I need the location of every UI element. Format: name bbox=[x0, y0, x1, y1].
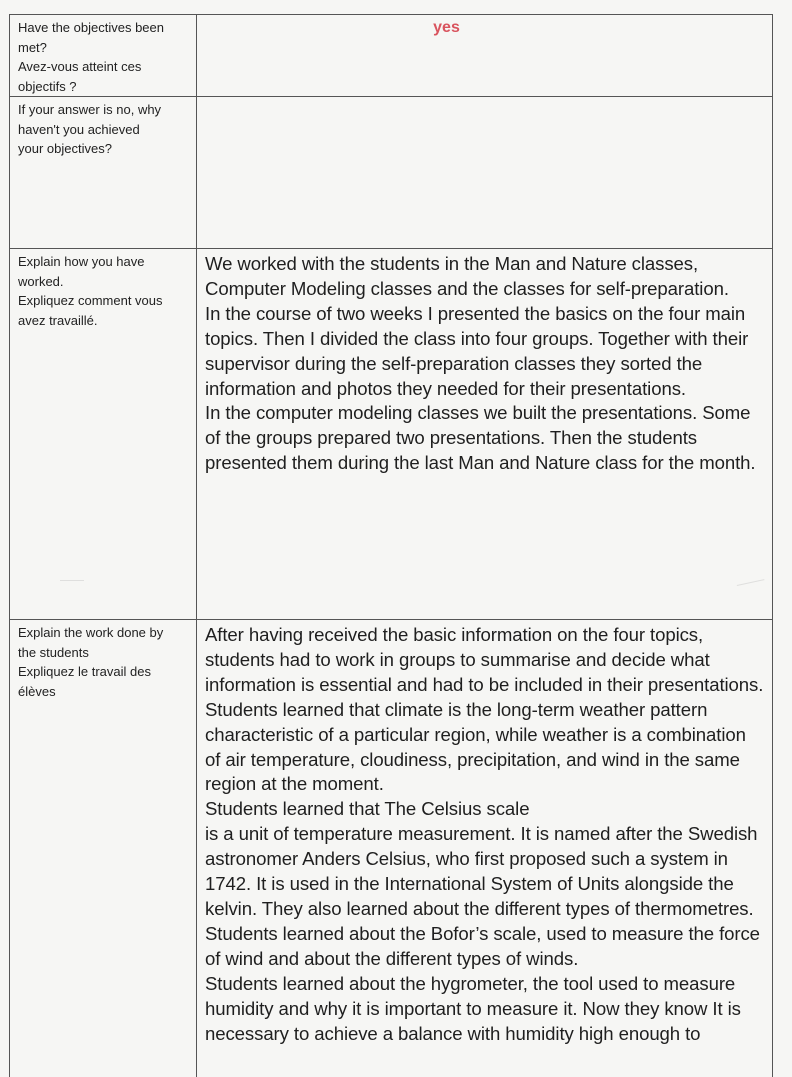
objectives-met-answer: yes bbox=[433, 19, 460, 36]
label-line: Explain how you have bbox=[18, 254, 145, 269]
answer-paragraph: In the course of two weeks I presented the basics on the four main topics. Then I divided the class into four groups. Together with their supervisor during the self-preparation classes they sorted the information and photos they needed for their presentations. bbox=[205, 302, 749, 399]
row-objectives-met bbox=[10, 15, 773, 97]
label-line: worked. bbox=[18, 273, 64, 289]
label-line: objectifs ? bbox=[18, 78, 77, 94]
answer-cell bbox=[197, 97, 773, 249]
row-student-work bbox=[10, 620, 773, 1077]
label-line: your objectives? bbox=[18, 141, 112, 156]
answer-paragraph: Students learned that The Celsius scale bbox=[205, 798, 530, 820]
label-line: Have the objectives been bbox=[18, 20, 164, 35]
answer-cell bbox=[197, 249, 773, 620]
label-line: élèves bbox=[18, 683, 56, 699]
label-line: haven't you achieved bbox=[18, 121, 140, 137]
label-line: If your answer is no, why bbox=[18, 102, 162, 117]
label-cell bbox=[10, 97, 197, 249]
label-line: avez travaillé. bbox=[18, 312, 98, 328]
objectives-report-table bbox=[9, 14, 773, 1077]
row-how-worked bbox=[10, 249, 773, 620]
label-cell bbox=[10, 249, 197, 620]
answer-paragraph: Students learned about the hygrometer, the tool used to measure humidity and why it is important to measure it. Now they know It is necessary to achieve a balance with humidity high enough to bbox=[205, 972, 741, 1044]
scan-artifact-mark bbox=[60, 580, 84, 584]
label-line: Avez-vous atteint ces bbox=[18, 59, 142, 74]
why-not-achieved-answer bbox=[197, 97, 772, 100]
answer-paragraph: In the computer modeling classes we built the presentations. Some of the groups prepared two presentations. Then the students presented them during the last Man and Nature class for the month. bbox=[205, 402, 756, 474]
answer-cell bbox=[197, 620, 773, 1077]
answer-paragraph: We worked with the students in the Man and Nature classes, Computer Modeling classes and the classes for self-preparation. bbox=[205, 253, 729, 299]
answer-paragraph: is a unit of temperature measurement. It is named after the Swedish astronomer Anders Celsius, who first proposed such a system in 1742. It is used in the International System of Units alongside the kelvin. They also learned about the different types of thermometres. bbox=[205, 823, 758, 919]
answer-cell bbox=[197, 15, 773, 97]
label-cell bbox=[10, 620, 197, 1077]
label-line: Expliquez le travail des bbox=[18, 664, 151, 679]
row-why-not-achieved bbox=[10, 97, 773, 249]
answer-paragraph: Students learned that climate is the long-term weather pattern characteristic of a particular region, while weather is a combination of air temperature, cloudiness, precipitation, and wind in the same region at the moment. bbox=[205, 698, 746, 795]
label-line: met? bbox=[18, 39, 47, 55]
label-line: the students bbox=[18, 644, 89, 660]
why-not-achieved-label bbox=[10, 97, 196, 159]
answer-paragraph: Students learned about the Bofor’s scale, used to measure the force of wind and about the different types of winds. bbox=[205, 922, 760, 969]
student-work-answer bbox=[197, 620, 772, 1046]
student-work-label bbox=[10, 620, 196, 701]
how-worked-answer bbox=[197, 249, 772, 476]
label-line: Expliquez comment vous bbox=[18, 293, 163, 308]
how-worked-label bbox=[10, 249, 196, 330]
answer-paragraph: After having received the basic information on the four topics, students had to work in groups to summarise and decide what information is essential and had to be included in their presentations. bbox=[205, 624, 764, 695]
label-line: Explain the work done by bbox=[18, 625, 164, 640]
